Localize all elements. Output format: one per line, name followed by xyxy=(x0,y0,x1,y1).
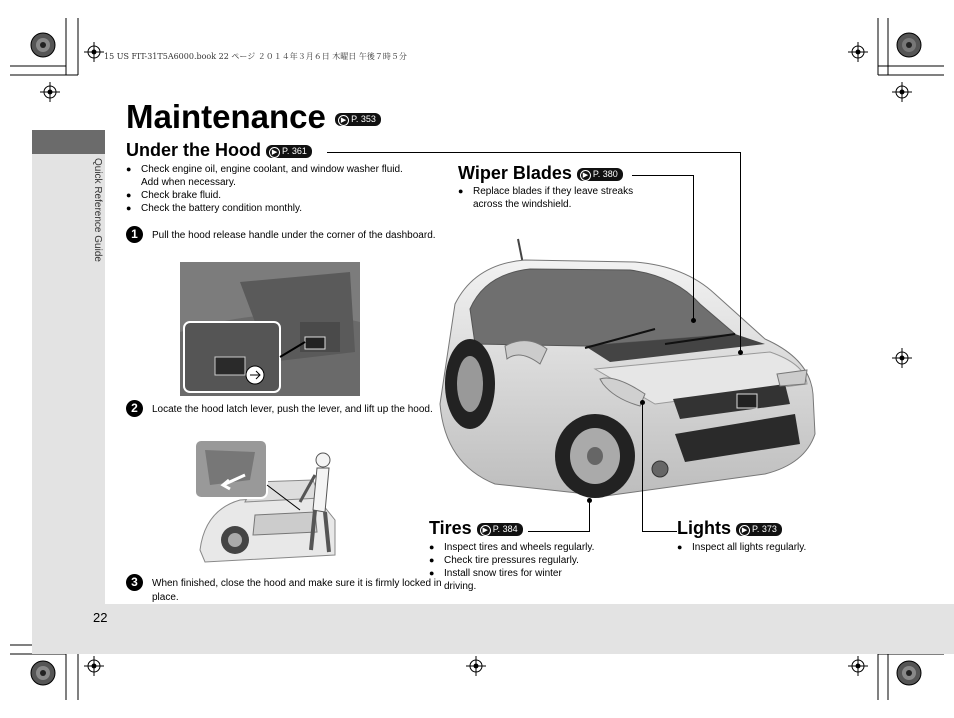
step-2 xyxy=(126,403,442,417)
tires-bullets xyxy=(429,541,629,593)
print-header: 15 US FIT-31T5A6000.book 22 ページ ２０１４年３月６日 木曜日 午後７時５分 xyxy=(104,52,407,61)
list-item: ● Inspect tires and wheels regularly. xyxy=(429,541,629,554)
color-dial-icon xyxy=(30,32,56,58)
crosshair-circle-icon xyxy=(466,656,486,676)
step-number: 2 xyxy=(126,400,143,417)
step-3 xyxy=(126,577,442,605)
crosshair-circle-icon xyxy=(40,82,60,102)
lights-bullets xyxy=(677,541,877,554)
crosshair-circle-icon xyxy=(892,82,912,102)
crosshair-circle-icon xyxy=(892,348,912,368)
crosshair-circle-icon xyxy=(84,42,104,62)
page-reference-arrow-icon: ▶ xyxy=(480,525,491,536)
car-illustration xyxy=(435,234,817,502)
list-item: ● Replace blades if they leave streaks across the windshield. xyxy=(458,185,658,211)
lights-leader-vertical xyxy=(642,402,643,532)
crosshair-circle-icon xyxy=(848,656,868,676)
side-tab-label: Quick Reference Guide xyxy=(92,158,103,262)
step-number: 1 xyxy=(126,226,143,243)
under-hood-heading xyxy=(126,140,312,161)
under-hood-title: Under the Hood xyxy=(126,140,261,160)
list-item: ● Check the battery condition monthly. xyxy=(126,202,416,215)
under-hood-bullets xyxy=(126,163,416,215)
color-dial-icon xyxy=(30,660,56,686)
under-hood-leader-vertical xyxy=(740,152,741,352)
wiper-leader xyxy=(632,175,694,176)
footer-band xyxy=(32,604,954,654)
wiper-blades-ref-text: P. 380 xyxy=(592,168,618,179)
page-title xyxy=(126,98,381,136)
title-ref-text: P. 353 xyxy=(351,113,376,124)
step-1 xyxy=(126,229,442,243)
wiper-blades-heading xyxy=(458,163,623,184)
step-text: Locate the hood latch lever, push the lever, and lift up the hood. xyxy=(152,404,433,415)
lights-leader xyxy=(642,531,677,532)
tires-page-ref[interactable] xyxy=(477,523,523,536)
list-item: ● Check brake fluid. xyxy=(126,189,416,202)
wiper-leader-vertical xyxy=(693,175,694,320)
page-reference-arrow-icon: ▶ xyxy=(580,170,591,181)
under-hood-leader xyxy=(327,152,741,153)
crosshair-circle-icon xyxy=(84,656,104,676)
title-page-ref[interactable] xyxy=(335,113,381,126)
list-item: ● Check tire pressures regularly. xyxy=(429,554,629,567)
page-reference-arrow-icon: ▶ xyxy=(739,525,750,536)
wiper-blades-title: Wiper Blades xyxy=(458,163,572,183)
side-tab xyxy=(32,130,105,154)
tires-heading xyxy=(429,518,523,539)
tires-ref-text: P. 384 xyxy=(492,523,518,534)
step-text: When finished, close the hood and make sure it is firmly locked in place. xyxy=(152,578,442,603)
lights-pointer xyxy=(640,400,645,405)
tires-pointer xyxy=(587,498,592,503)
page-reference-arrow-icon: ▶ xyxy=(338,115,349,126)
under-hood-pointer xyxy=(738,350,743,355)
wiper-blades-bullets xyxy=(458,185,658,211)
wiper-blades-page-ref[interactable] xyxy=(577,168,623,181)
list-item: ● Inspect all lights regularly. xyxy=(677,541,877,554)
step-text: Pull the hood release handle under the corner of the dashboard. xyxy=(152,230,436,241)
wiper-pointer xyxy=(691,318,696,323)
lights-heading xyxy=(677,518,782,539)
crosshair-circle-icon xyxy=(848,42,868,62)
step-number: 3 xyxy=(126,574,143,591)
color-dial-icon xyxy=(896,32,922,58)
hood-latch-illustration xyxy=(195,440,355,564)
list-item: ● Install snow tires for winter driving. xyxy=(429,567,584,593)
page-title-text: Maintenance xyxy=(126,98,326,135)
tires-leader xyxy=(528,531,590,532)
lights-page-ref[interactable] xyxy=(736,523,782,536)
page-number: 22 xyxy=(93,610,108,625)
page-reference-arrow-icon: ▶ xyxy=(269,147,280,158)
lights-ref-text: P. 373 xyxy=(752,523,777,534)
under-hood-ref-text: P. 361 xyxy=(282,145,307,156)
tires-leader-vertical xyxy=(589,500,590,532)
under-hood-page-ref[interactable] xyxy=(266,145,312,158)
hood-release-photo xyxy=(180,262,360,396)
color-dial-icon xyxy=(896,660,922,686)
tires-title: Tires xyxy=(429,518,472,538)
list-item: ● Check engine oil, engine coolant, and window washer fluid. Add when necessary. xyxy=(126,163,416,189)
lights-title: Lights xyxy=(677,518,731,538)
